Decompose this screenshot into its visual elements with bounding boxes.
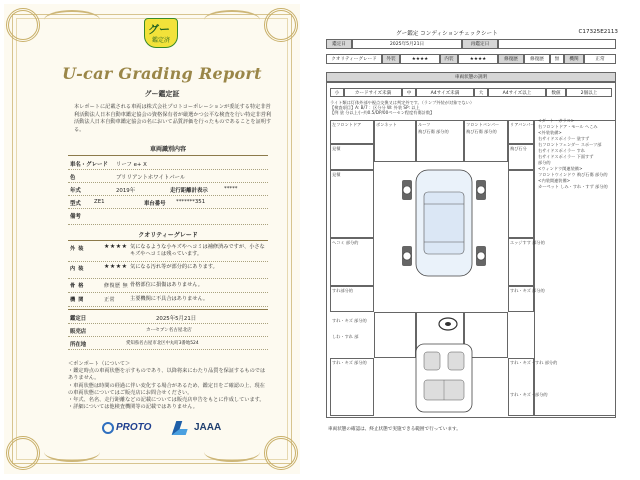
quality-row-exterior bbox=[68, 242, 268, 262]
corner-ornament-bottom-right bbox=[264, 436, 298, 470]
note-heading: ＜ポンポート（について＞ bbox=[68, 361, 131, 367]
mileage-value: ***** bbox=[224, 186, 238, 192]
goo-certified-badge-icon bbox=[144, 18, 178, 58]
steering-wheel-icon bbox=[437, 316, 459, 332]
inspection-date-row bbox=[68, 311, 268, 324]
divider bbox=[68, 309, 268, 310]
vehicle-color-label: 色 bbox=[70, 175, 76, 181]
damage-mark: すれ・キズ 部分的 bbox=[510, 288, 545, 293]
reinspect-label-cell: 再鑑定日 bbox=[462, 39, 498, 49]
sheet-title: グー鑑定 コンディションチェックシート bbox=[396, 31, 498, 37]
quality-label: 機関 bbox=[70, 297, 87, 303]
damage-mark: 飛び石傷 部分的 bbox=[418, 129, 449, 134]
exterior-stars-cell: ★★★★ bbox=[400, 54, 440, 64]
vehicle-year-label: 年式 bbox=[70, 188, 81, 194]
vehicle-year-value: 2019年 bbox=[116, 188, 136, 194]
quality-grade-label-cell: クオリティーグレード bbox=[326, 54, 382, 64]
logo-bar bbox=[112, 420, 232, 436]
quality-label: 骨格 bbox=[70, 283, 87, 289]
note-item: ・鑑定時点の車両状態を示すものであり、以降将来にわたり品質を保証するものではありません。 bbox=[68, 368, 266, 382]
certificate-intro: 本レポートに記載される車両は株式会社プロトコーポレーションが委託する特定非営利活動法人日本自動車鑑定協会の資格保有者が厳選かつ公平な検査を行い特定非営利活動法人日本自動車鑑定協会の名において品質評価を行ったものであることを証明する。 bbox=[74, 104, 272, 133]
store-value: カーセブン名古屋北店 bbox=[146, 328, 192, 333]
right-note: 右フロントドア・モール へこみ bbox=[538, 124, 598, 129]
corner-ornament-bottom-left bbox=[6, 436, 40, 470]
right-note: 部分的 bbox=[538, 160, 551, 165]
vehicle-remarks-row bbox=[68, 209, 268, 225]
quality-value: 修復歴 無 bbox=[104, 283, 129, 289]
vehicle-model-label: 型式 bbox=[70, 201, 81, 207]
count-desc: 2個以上 bbox=[566, 88, 612, 97]
damage-mark: すれ部分的 bbox=[332, 288, 353, 293]
jaaa-logo-icon bbox=[172, 421, 191, 435]
vehicle-color-value: ブリリアントホワイトパール bbox=[116, 175, 186, 181]
quality-value: 正常 bbox=[104, 297, 116, 303]
panel-box bbox=[508, 358, 534, 416]
vehicle-state-header: 車両状態の説明 bbox=[326, 72, 616, 82]
panel-label: フロントバンパー bbox=[466, 122, 500, 127]
flourish-ornament bbox=[204, 442, 260, 462]
side-label: 飛び石分 bbox=[510, 146, 527, 151]
certificate-title: U-car Grading Report bbox=[62, 64, 262, 83]
remarks-label: 備考 bbox=[70, 214, 81, 220]
address-row bbox=[68, 337, 268, 350]
quality-section-title: クオリティーグレード bbox=[138, 232, 198, 239]
quality-desc: 気になるような小キズやヘコミは補修済みですが、小さなキズやヘコミは残っています。 bbox=[130, 244, 265, 257]
date-label-cell: 鑑定日 bbox=[326, 39, 352, 49]
side-label: 見積 bbox=[332, 146, 341, 151]
damage-mark: ヘコミ 部分的 bbox=[332, 240, 359, 245]
vehicle-name-value: リーフ e+ X bbox=[116, 162, 147, 168]
size-small-label: 小 bbox=[330, 88, 344, 97]
flourish-ornament bbox=[44, 10, 100, 30]
exterior-label-cell: 外装 bbox=[382, 54, 400, 64]
size-large-desc: A4サイズ以上 bbox=[488, 88, 546, 97]
size-large-label: 大 bbox=[474, 88, 488, 97]
legend-line: 【検査項目】A: B/7 ：区分分 W: 外装 SP: 以上 bbox=[330, 105, 420, 111]
divider bbox=[68, 240, 268, 241]
panel-label: リアバンパー bbox=[510, 122, 535, 127]
store-label: 販売店 bbox=[70, 329, 87, 335]
size-medium-desc: A4サイズ未満 bbox=[416, 88, 474, 97]
right-note: 右サイドスポイラー 塗すず bbox=[538, 136, 590, 141]
quality-row-frame bbox=[68, 279, 268, 293]
flourish-ornament bbox=[204, 10, 260, 30]
quality-desc: 主要機関に不具合はありません。 bbox=[130, 296, 209, 302]
count-label: 数値 bbox=[546, 88, 566, 97]
right-note: 右フロントフェンダー スポーツ部 bbox=[538, 142, 602, 147]
damage-mark: 飛び石傷 部分的 bbox=[466, 129, 497, 134]
store-row bbox=[68, 324, 268, 337]
quality-desc: 気になる汚れ等が部分的にあります。 bbox=[130, 264, 218, 270]
panel-label: ルーフ bbox=[418, 122, 431, 127]
damage-mark: すれ・キズ・部分的 bbox=[510, 392, 548, 397]
corner-ornament-top-right bbox=[264, 8, 298, 42]
sheet-footer: 車両状態の確認は、終止状態で実施できる範囲で行っています。 bbox=[328, 427, 461, 432]
note-item: ・詳細については他検査機関等の記載ではありません。 bbox=[68, 404, 198, 411]
repair-label-cell: 修復歴 bbox=[498, 54, 524, 64]
chassis-label: 車台番号 bbox=[144, 201, 166, 207]
vehicle-section-title: 車両識別内容 bbox=[149, 146, 186, 153]
interior-label-cell: 内装 bbox=[440, 54, 458, 64]
vehicle-name-row bbox=[68, 157, 268, 170]
divider bbox=[68, 155, 268, 156]
corner-ornament-top-left bbox=[6, 8, 40, 42]
right-note: <ダート・ガラス> bbox=[538, 118, 575, 123]
flourish-ornament bbox=[44, 442, 100, 462]
right-notes bbox=[538, 118, 618, 190]
star-rating-icon: ★★★★ bbox=[104, 243, 128, 250]
chassis-value: *******351 bbox=[176, 199, 206, 205]
legend-text bbox=[330, 100, 474, 116]
proto-logo-icon bbox=[102, 422, 114, 434]
legend-line: ライト類は灯体外部や視点交換又は判定外です。（ランプ外装が対象でない） bbox=[330, 100, 475, 105]
car-top-view-diagram bbox=[382, 162, 506, 284]
date-value: 2025年5月21日 bbox=[156, 316, 197, 322]
panel-label: ボンネット bbox=[376, 122, 397, 127]
quality-row-engine bbox=[68, 293, 268, 307]
proto-logo-text: PROTO bbox=[116, 422, 152, 433]
address-label: 所在地 bbox=[70, 342, 87, 348]
certificate-subtitle: グー鑑定証 bbox=[144, 90, 180, 98]
engine-value-cell: 正常 bbox=[584, 54, 616, 64]
date-value-cell: 2025年5月21日 bbox=[352, 39, 462, 49]
panel-box bbox=[330, 170, 374, 238]
right-note: 右サイドスポイラー 下面すず bbox=[538, 154, 594, 159]
right-note: フロントウインドウ 飛び石傷 部分的 bbox=[538, 172, 608, 177]
vehicle-model-value: ZE1 bbox=[94, 199, 105, 205]
quality-label: 外装 bbox=[70, 246, 87, 252]
interior-stars-cell: ★★★★ bbox=[458, 54, 498, 64]
vehicle-model-row bbox=[68, 196, 268, 209]
reinspect-value-cell bbox=[498, 39, 616, 49]
quality-label: 内装 bbox=[70, 266, 87, 272]
right-note: カーペット しみ・すれ・すず 部分的 bbox=[538, 184, 608, 189]
size-medium-label: 中 bbox=[402, 88, 416, 97]
repair-value-cell: 無 bbox=[550, 54, 564, 64]
engine-label-cell: 機関 bbox=[564, 54, 584, 64]
note-item: ・年式、名名、走行距離などの記載については販売店申告をもとに作成しています。 bbox=[68, 397, 265, 404]
damage-mark: しわ・すれ 部 bbox=[332, 334, 359, 339]
car-interior-diagram bbox=[382, 340, 506, 416]
repair-label-cell-2: 修復歴 bbox=[524, 54, 550, 64]
certificate-notes bbox=[68, 361, 268, 411]
address-value: 愛知県名古屋市北区中丸町3番地524 bbox=[126, 341, 199, 346]
vehicle-year-row bbox=[68, 183, 268, 196]
note-item: ・車両状態は時間の経過に伴い変化する場合があるため、鑑定日をご確認の上、現在の車両状態についてはご販売店にお問合せください。 bbox=[68, 382, 265, 396]
sheet-code: C17325E2113 bbox=[578, 29, 618, 35]
vehicle-color-row bbox=[68, 170, 268, 183]
badge-certified-text: 鑑定済 bbox=[151, 37, 170, 44]
right-note: <ウィンドウ関連装備> bbox=[538, 166, 583, 171]
damage-mark: すれ・キズ 部分的 bbox=[332, 360, 367, 365]
jaaa-logo-text: JAAA bbox=[194, 422, 222, 433]
size-small-desc: カードサイズ未満 bbox=[344, 88, 402, 97]
right-note: 右サイドスポイラー すれ bbox=[538, 148, 586, 153]
mileage-label: 走行距離計表示 bbox=[170, 188, 208, 194]
side-label: 見積 bbox=[332, 172, 341, 177]
date-label: 鑑定日 bbox=[70, 316, 87, 322]
panel-label: 左フロントドア bbox=[332, 122, 362, 127]
legend-line: 【例 塗 分以上小-約0.5/DP/00ペーセン程度有傷計数】 bbox=[330, 110, 435, 116]
right-note: <外装装備> bbox=[538, 130, 562, 135]
star-rating-icon: ★★★★ bbox=[104, 263, 128, 270]
vehicle-name-label: 車名・グレード bbox=[70, 162, 108, 168]
damage-mark: すれ・キズ・すれ 部分的 bbox=[510, 360, 558, 365]
grading-certificate bbox=[4, 4, 300, 474]
damage-mark: エッジすす 部分的 bbox=[510, 240, 545, 245]
quality-row-interior bbox=[68, 262, 268, 279]
panel-box bbox=[508, 170, 534, 238]
right-note: <内装関連装備> bbox=[538, 178, 571, 183]
damage-mark: すれ・キズ 部分的 bbox=[332, 318, 367, 323]
badge-goo-text: グー bbox=[148, 23, 170, 36]
condition-check-sheet bbox=[322, 28, 620, 438]
panel-box bbox=[330, 358, 374, 416]
quality-desc: 骨格部位に損傷はありません。 bbox=[130, 282, 203, 288]
